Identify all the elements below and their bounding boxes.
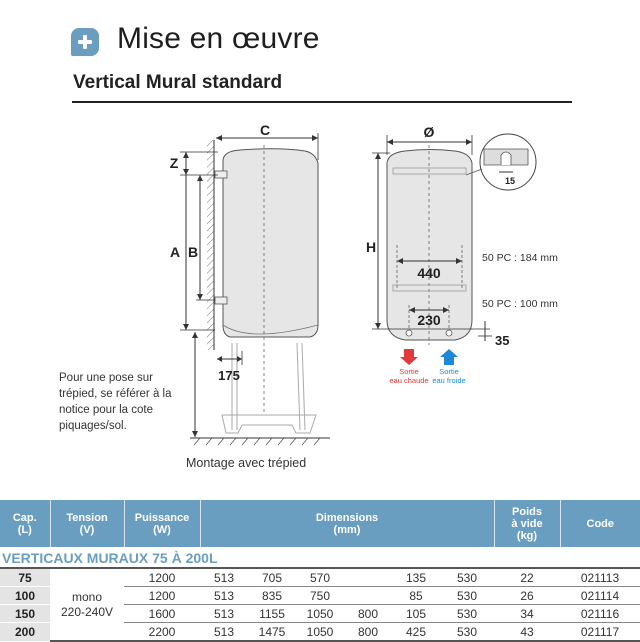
wall-hatch [207, 140, 214, 350]
svg-text:175: 175 [218, 368, 240, 383]
annotation-bottom: 50 PC : 100 mm [482, 298, 558, 310]
table-row: 100 1200 513 835 750 85 530 26 021114 [0, 587, 640, 605]
svg-text:Z: Z [169, 155, 179, 171]
svg-text:A: A [169, 244, 181, 260]
tank-body [223, 149, 318, 337]
svg-text:Sortie: Sortie [439, 367, 459, 376]
col-puissance: Puissance (W) [124, 500, 200, 547]
title-divider [72, 101, 572, 103]
front-view-diagram [360, 115, 640, 390]
hot-water-arrow-icon [400, 349, 418, 365]
section-subtitle: Vertical Mural standard [73, 72, 283, 93]
svg-text:440: 440 [417, 265, 441, 281]
col-tension: Tension (V) [50, 500, 124, 547]
svg-text:15: 15 [504, 176, 516, 186]
page-title: Mise en œuvre [117, 22, 320, 55]
svg-text:Sortie: Sortie [399, 367, 419, 376]
svg-text:B: B [187, 244, 199, 260]
wall-mount-diagram [160, 115, 360, 455]
col-code: Code [560, 500, 640, 547]
col-cap: Cap. (L) [0, 500, 50, 547]
section-label: VERTICAUX MURAUX 75 À 200L [0, 547, 640, 568]
svg-text:eau froide: eau froide [432, 376, 466, 385]
table-row: 150 1600 513 1155 1050 800 105 530 34 021116 [0, 605, 640, 623]
table-header-row [0, 500, 640, 547]
tripod [222, 343, 316, 433]
tripod-caption: Montage avec trépied [186, 456, 307, 470]
col-dimensions: Dimensions (mm) [200, 500, 494, 547]
label-c: C [259, 122, 271, 138]
svg-text:230: 230 [417, 312, 441, 328]
plus-icon [71, 28, 99, 56]
spec-table [0, 500, 640, 642]
svg-text:H: H [365, 239, 377, 255]
svg-text:35: 35 [495, 333, 510, 348]
tension-cell: mono 220-240V [50, 568, 124, 641]
table-row: 75 mono 220-240V 1200 513 705 570 135 530 22 021113 [0, 568, 640, 587]
annotation-top: 50 PC : 184 mm [482, 252, 558, 264]
svg-text:Ø: Ø [423, 124, 435, 140]
col-poids: Poids à vide (kg) [494, 500, 560, 547]
svg-text:eau chaude: eau chaude [389, 376, 429, 385]
table-row: 200 2200 513 1475 1050 800 425 530 43 021117 [0, 623, 640, 642]
tripod-note: Pour une pose sur trépied, se référer à la notice pour la cote piquages/sol. [59, 372, 172, 432]
cold-water-arrow-icon [440, 349, 458, 365]
